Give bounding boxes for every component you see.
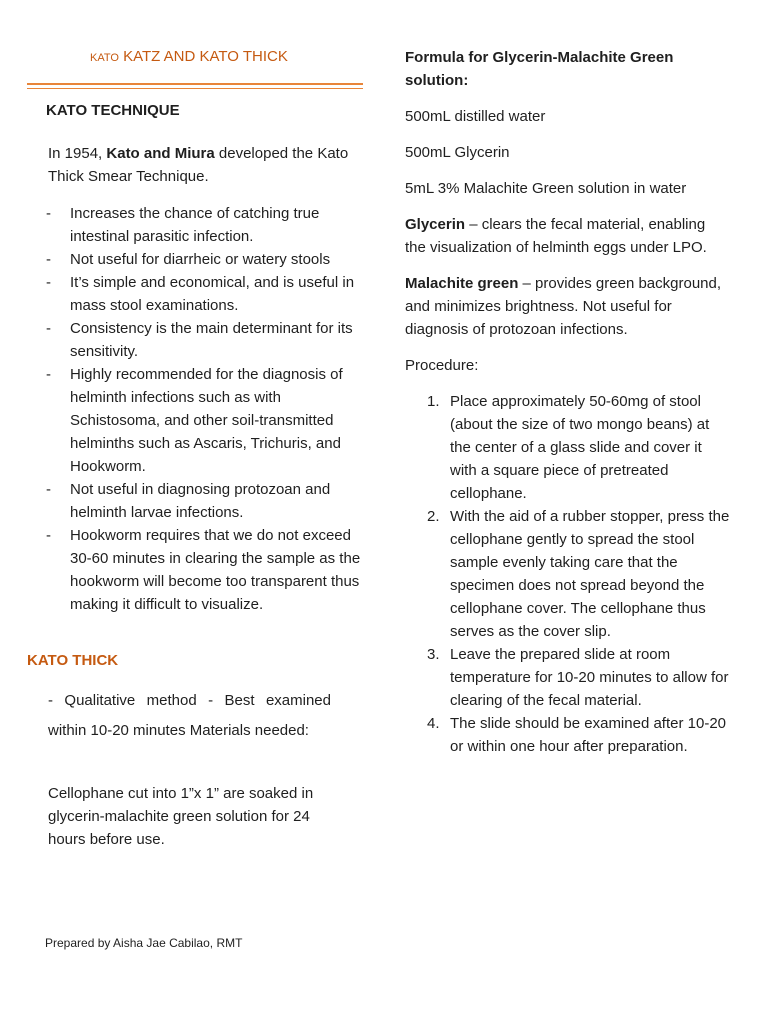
dash-marker: - — [46, 366, 51, 383]
intro-prefix: In 1954, — [48, 145, 107, 162]
bullet-text: Not useful for diarrheic or watery stools — [70, 251, 331, 268]
header-rule-thick — [27, 83, 363, 85]
dash-marker: - — [46, 274, 51, 291]
page-header — [90, 48, 288, 65]
dash-marker: - — [46, 251, 51, 268]
cellophane-paragraph: Cellophane cut into 1”x 1” are soaked in glycerin-malachite green solution for 24 hours before use. — [48, 785, 314, 848]
step-text: With the aid of a rubber stopper, press the cellophane gently to spread the stool sample evenly taking care that the specimen does not spread beyond the cellophane cover. The cellophane thus serves as the cover slip. — [450, 508, 730, 640]
dash-marker: - — [46, 320, 51, 337]
malachite-paragraph — [405, 272, 730, 341]
footer-credit: Prepared by Aisha Jae Cabilao, RMT — [45, 936, 243, 950]
malachite-definition: – provides green background, and minimizes brightness. Not useful for diagnosis of protozoan infections. — [405, 275, 722, 338]
glycerin-paragraph — [405, 213, 730, 259]
left-column — [46, 102, 361, 616]
glycerin-definition: – clears the fecal material, enabling the visualization of helminth eggs under LPO. — [405, 216, 707, 256]
procedure-step — [405, 505, 730, 643]
malachite-term: Malachite green — [405, 275, 519, 292]
intro-paragraph — [48, 142, 361, 188]
formula-title: Formula for Glycerin-Malachite Green solution: — [405, 49, 674, 89]
step-number: 4. — [427, 715, 440, 732]
step-text: The slide should be examined after 10-20 or within one hour after preparation. — [450, 715, 727, 755]
dash-marker: - — [46, 527, 51, 544]
section-title-kato-technique: KATO TECHNIQUE — [46, 102, 180, 119]
step-text: Place approximately 50-60mg of stool (about the size of two mongo beans) at the center of a glass slide and cover it with a square piece of pretreated cellophane. — [450, 393, 710, 502]
procedure-step — [405, 390, 730, 505]
bullet-item — [46, 271, 361, 317]
dash-marker: - — [46, 205, 51, 222]
dash-marker: - — [46, 481, 51, 498]
step-number: 1. — [427, 393, 440, 410]
formula-list — [405, 105, 730, 200]
procedure-step — [405, 712, 730, 758]
intro-bold: Kato and Miura — [106, 145, 215, 162]
section-title-kato-thick: KATO THICK — [27, 652, 119, 669]
bullet-item — [46, 317, 361, 363]
glycerin-term: Glycerin — [405, 216, 466, 233]
bullet-text: It’s simple and economical, and is useful in mass stool examinations. — [70, 274, 355, 314]
header-prefix: KATO — [90, 52, 119, 64]
bullet-item — [46, 478, 361, 524]
step-number: 3. — [427, 646, 440, 663]
step-text: Leave the prepared slide at room temperature for 10-20 minutes to allow for clearing of the fecal material. — [450, 646, 729, 709]
bullet-item — [46, 202, 361, 248]
bullet-text: Highly recommended for the diagnosis of helminth infections such as with Schistosoma, and other soil-transmitted helminths such as Ascaris, Trichuris, and Hookworm. — [70, 366, 343, 475]
bullet-item — [46, 248, 361, 271]
bullet-item — [46, 524, 361, 616]
bullet-text: Hookworm requires that we do not exceed 30-60 minutes in clearing the sample as the hookworm will become too transparent thus making it difficult to visualize. — [70, 527, 361, 613]
header-title: KATZ AND KATO THICK — [123, 48, 288, 65]
step-number: 2. — [427, 508, 440, 525]
bullet-text: Not useful in diagnosing protozoan and helminth larvae infections. — [70, 481, 331, 521]
header-rule-thin — [27, 88, 363, 89]
formula-line: 5mL 3% Malachite Green solution in water — [405, 180, 687, 197]
bullet-text: Consistency is the main determinant for its sensitivity. — [70, 320, 353, 360]
procedure-step — [405, 643, 730, 712]
formula-line: 500mL Glycerin — [405, 144, 510, 161]
procedure-label: Procedure: — [405, 357, 479, 374]
formula-line: 500mL distilled water — [405, 108, 546, 125]
intro-suffix: developed the Kato Thick Smear Technique. — [48, 145, 349, 185]
procedure-steps — [405, 390, 730, 758]
right-column — [405, 46, 730, 758]
bullet-text: Increases the chance of catching true intestinal parasitic infection. — [70, 205, 320, 245]
bullet-item — [46, 363, 361, 478]
technique-bullet-list — [46, 202, 361, 616]
qualitative-paragraph: - Qualitative method - Best examined within 10-20 minutes Materials needed: — [48, 692, 331, 739]
